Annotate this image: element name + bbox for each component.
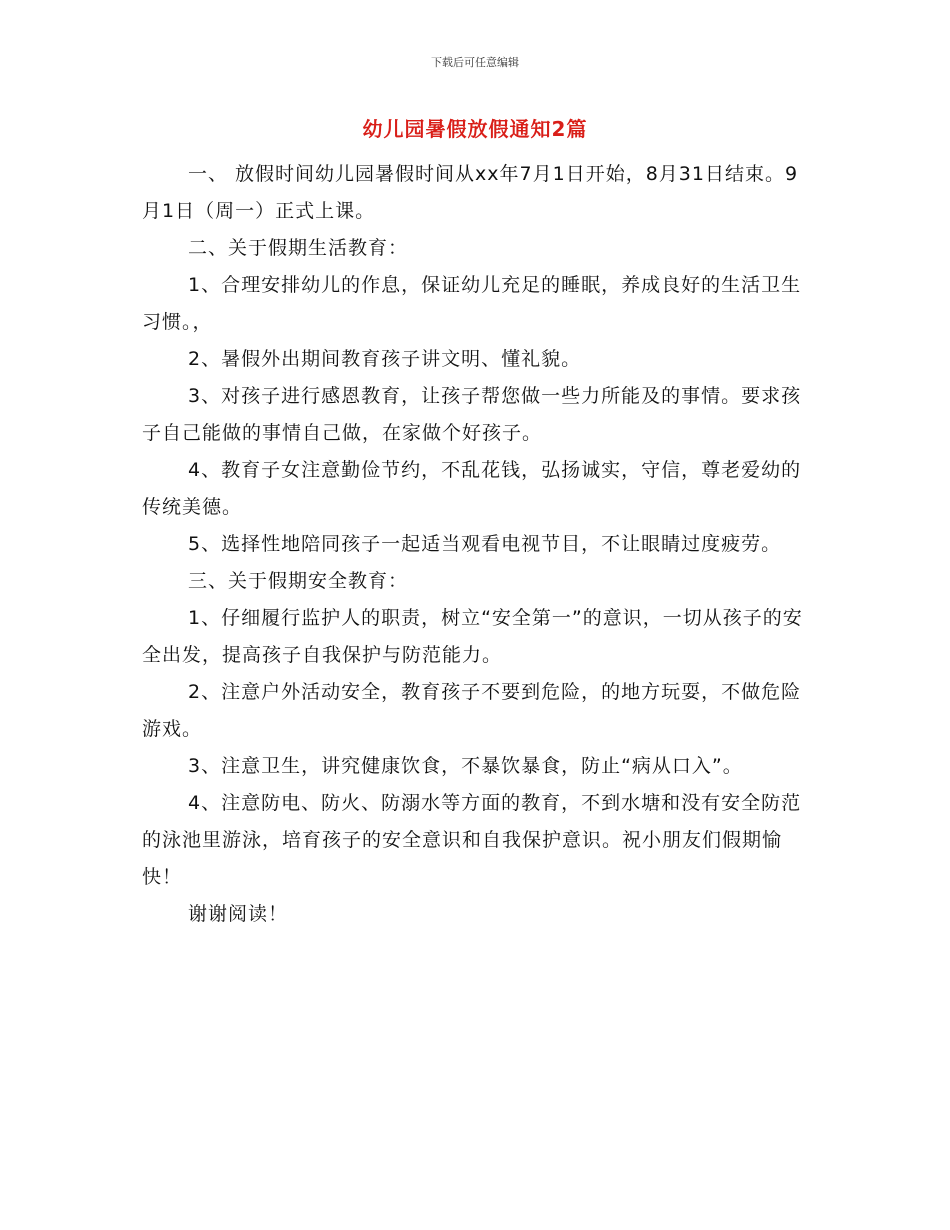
document-title: 幼儿园暑假放假通知2篇 bbox=[362, 117, 588, 141]
paragraph-item: 4、注意防电、防火、防溺水等方面的教育，不到水塘和没有安全防范的泳池里游泳，培育孩子的安全意识和自我保护意识。祝小朋友们假期愉快！ bbox=[142, 792, 802, 888]
paragraph-item: 3、对孩子进行感恩教育，让孩子帮您做一些力所能及的事情。要求孩子自己能做的事情自己做，在家做个好孩子。 bbox=[142, 385, 802, 444]
section-heading-life-education: 二、关于假期生活教育： bbox=[188, 237, 409, 259]
closing-line: 谢谢阅读！ bbox=[188, 903, 289, 925]
paragraph-vacation-time: 一、 放假时间幼儿园暑假时间从xx年7月1日开始，8月31日结束。9月1日（周一）正式上课。 bbox=[142, 163, 799, 222]
paragraph-item: 3、注意卫生，讲究健康饮食，不暴饮暴食，防止“病从口入”。 bbox=[188, 755, 743, 777]
header-note: 下载后可任意编辑 bbox=[431, 56, 519, 69]
paragraph-item: 1、合理安排幼儿的作息，保证幼儿充足的睡眠，养成良好的生活卫生习惯。， bbox=[142, 274, 802, 333]
section-heading-safety-education: 三、关于假期安全教育： bbox=[188, 570, 409, 592]
paragraph-item: 2、暑假外出期间教育孩子讲文明、懂礼貌。 bbox=[188, 348, 582, 370]
paragraph-item: 2、注意户外活动安全，教育孩子不要到危险，的地方玩耍，不做危险游戏。 bbox=[142, 681, 802, 740]
paragraph-item: 4、教育子女注意勤俭节约，不乱花钱，弘扬诚实，守信，尊老爱幼的传统美德。 bbox=[142, 459, 802, 518]
paragraph-item: 5、选择性地陪同孩子一起适当观看电视节目，不让眼睛过度疲劳。 bbox=[188, 533, 782, 555]
paragraph-item: 1、仔细履行监护人的职责，树立“安全第一”的意识，一切从孩子的安全出发，提高孩子自我保护与防范能力。 bbox=[142, 607, 803, 666]
document-body bbox=[142, 156, 812, 933]
